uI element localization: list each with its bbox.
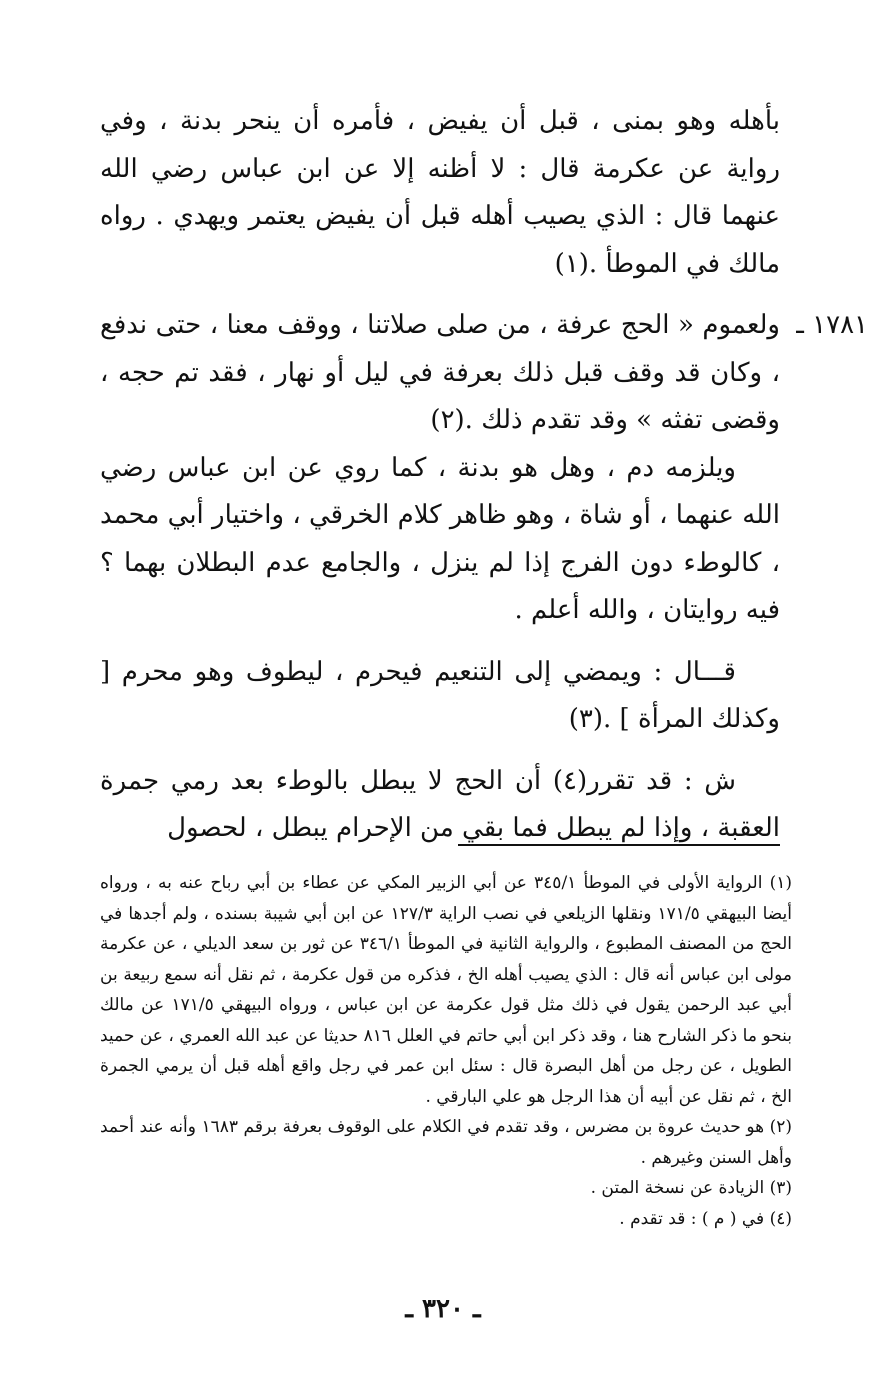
footnote-separator [458, 844, 780, 846]
paragraph-2: ولعموم « الحج عرفة ، من صلى صلاتنا ، ووقف معنا ، حتى ندفع ، وكان قد وقف قبل ذلك بعرفة في ليل أو نهار ، فقد تم حجه ، وقضى تفثه » وقد تقدم ذلك .(٢) [100, 310, 780, 435]
paragraph-4: قـــال : ويمضي إلى التنعيم فيحرم ، ليطوف وهو محرم [ وكذلك المرأة ] .(٣) [100, 656, 780, 734]
paragraph-3: ويلزمه دم ، وهل هو بدنة ، كما روي عن ابن عباس رضي الله عنهما ، أو شاة ، وهو ظاهر كلام الخرقي ، واختيار أبي محمد ، كالوطء دون الفرج إذا لم ينزل ، والجامع عدم البطلان بهما ؟ فيه روايتان ، والله أعلم . [100, 452, 780, 625]
page-number: ـ ٣٢٠ ـ [405, 1294, 481, 1324]
footnote-1: (١) الرواية الأولى في الموطأ ٣٤٥/١ عن أبي الزبير المكي عن عطاء بن أبي رباح عنه به ، ورواه أيضا البيهقي ١٧١/٥ ونقلها الزيلعي في نصب الراية ١٢٧/٣ عن ابن أبي شيبة بسنده ، ولم أجدها في الحج من المصنف المطبوع ، والرواية الثانية في الموطأ ٣٤٦/١ عن ثور بن سعد الديلي ، عن عكرمة مولى ابن عباس أنه قال : الذي يصيب أهله الخ ، فذكره من قول عكرمة ، ثم نقل أنه سمع ربيعة بن أبي عبد الرحمن يقول في ذلك مثل قول عكرمة عن ابن عباس ، ورواه البيهقي ١٧١/٥ عن مالك بنحو ما ذكر الشارح هنا ، وقد ذكر ابن أبي حاتم في العلل ٨١٦ حديثا عن عبد الله العمري ، عن حميد الطويل ، عن رجل من أهل البصرة قال : سئل ابن عمر في رجل واقع أهله قبل أن يرمي الجمرة الخ ، ثم نقل عن أبيه أن هذا الرجل هو علي البارقي . [100, 873, 793, 1107]
paragraph-1: بأهله وهو بمنى ، قبل أن يفيض ، فأمره أن ينحر بدنة ، وفي رواية عن عكرمة قال : لا أظنه إلا عن ابن عباس رضي الله عنهما قال : الذي يصيب أهله قبل أن يفيض يعتمر ويهدي . رواه مالك في الموطأ .(١) [100, 106, 780, 279]
entry-1781 [100, 302, 868, 445]
main-text [100, 98, 868, 853]
footnote-3: (٣) الزيادة عن نسخة المتن . [590, 1178, 792, 1198]
footnote-4: (٤) في ( م ) : قد تقدم . [619, 1208, 792, 1229]
footnotes [100, 868, 792, 1234]
paragraph-5: ش : قد تقرر(٤) أن الحج لا يبطل بالوطء بعد رمي جمرة العقبة ، وإذا لم يبطل فما بقي من الإحرام يبطل ، لحصول [100, 765, 780, 843]
entry-number: ١٧٨١ ـ [796, 310, 868, 340]
footnote-2: (٢) هو حديث عروة بن مضرس ، وقد تقدم في الكلام على الوقوف بعرفة برقم ١٦٨٣ وأنه عند أحمد وأهل السنن وغيرهم . [100, 1117, 792, 1168]
